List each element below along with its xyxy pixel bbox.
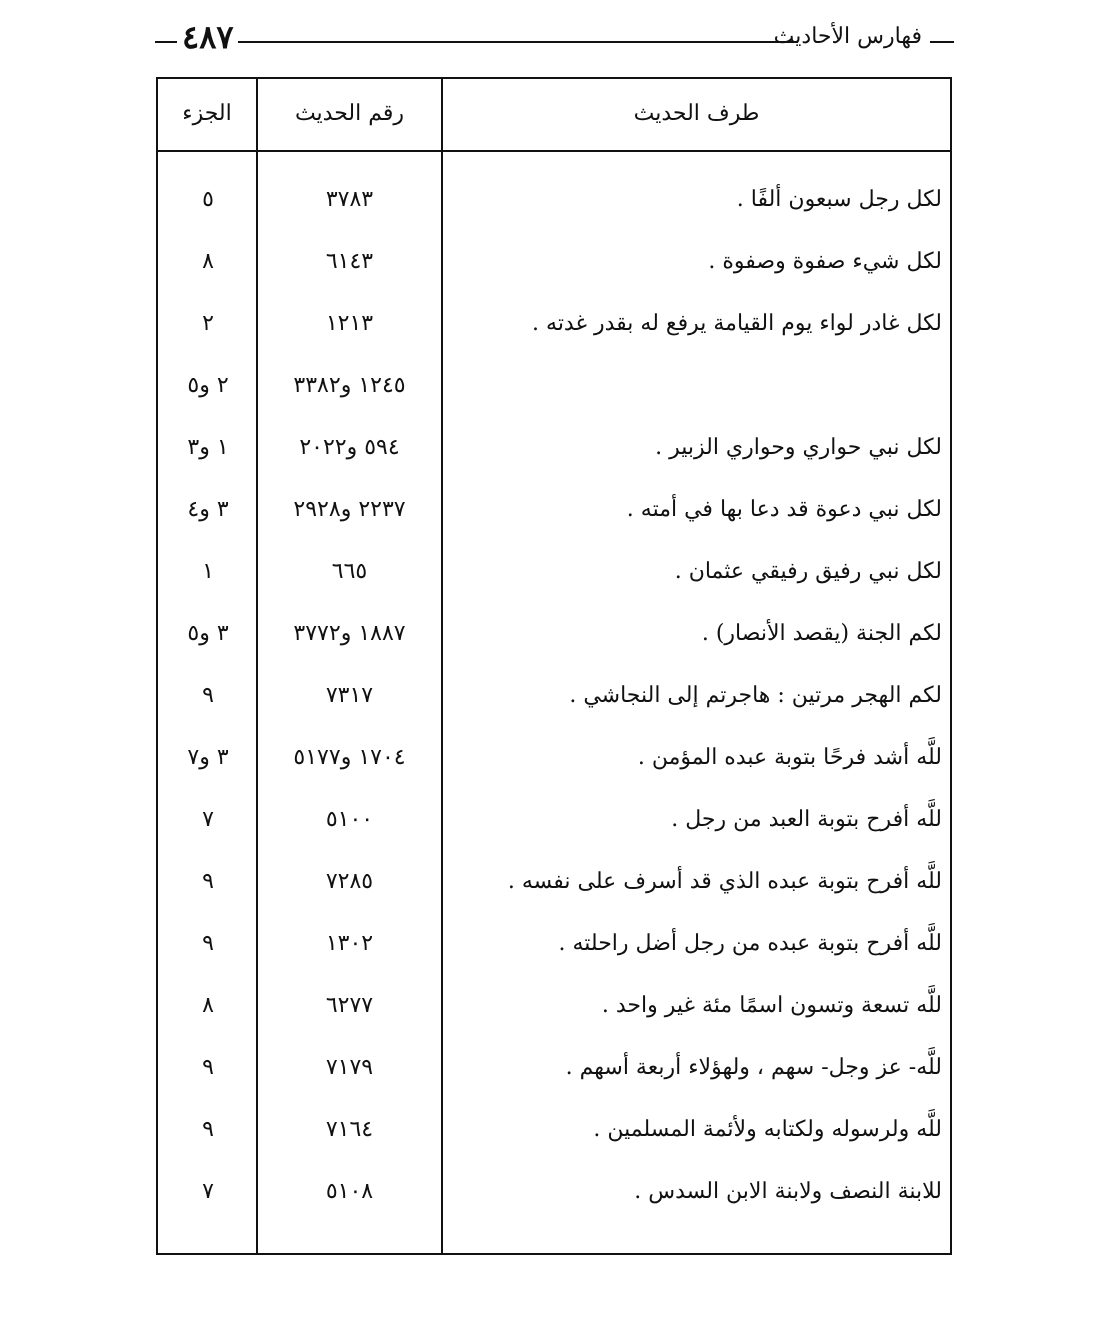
hadith-number: ٦٢٧٧ [325, 993, 374, 1018]
volume-number: ١ و٣ [187, 435, 229, 460]
hadith-index-table [156, 77, 952, 1255]
volume-number: ١ [202, 559, 214, 584]
volume-number: ٣ و٧ [187, 745, 229, 770]
volume-number: ٨ [202, 993, 214, 1018]
hadith-number: ١٢١٣ [325, 311, 374, 336]
hadith-number: ٢٢٣٧ و٢٩٢٨ [293, 497, 406, 522]
hadith-text: لكل نبي حواري وحواري الزبير . [655, 435, 942, 460]
header-rule-middle [238, 41, 798, 43]
volume-number: ٧ [202, 1179, 214, 1204]
page-number: ٤٨٧ [182, 18, 234, 56]
table-row [158, 181, 950, 221]
hadith-number: ٥١٠٨ [325, 1179, 374, 1204]
column-header-hadith: طرف الحديث [633, 101, 760, 126]
hadith-number: ١٣٠٢ [325, 931, 374, 956]
table-row [158, 677, 950, 717]
table-row [158, 305, 950, 345]
table-row [158, 739, 950, 779]
hadith-text: لكل غادر لواء يوم القيامة يرفع له بقدر غدته . [532, 311, 942, 336]
volume-number: ٧ [202, 807, 214, 832]
volume-number: ٩ [202, 1055, 214, 1080]
header-rule-left [155, 41, 177, 43]
hadith-text: لكل نبي رفيق رفيقي عثمان . [674, 559, 942, 584]
volume-number: ٩ [202, 1117, 214, 1142]
volume-number: ٩ [202, 869, 214, 894]
hadith-number: ٣٧٨٣ [325, 187, 374, 212]
hadith-text: لكل رجل سبعون ألفًا . [736, 187, 942, 212]
table-row [158, 1111, 950, 1151]
hadith-text: للَّه- عز وجل- سهم ، ولهؤلاء أربعة أسهم . [565, 1055, 942, 1080]
hadith-number: ٧١٦٤ [325, 1117, 374, 1142]
volume-number: ٣ و٥ [187, 621, 229, 646]
volume-number: ٣ و٤ [187, 497, 229, 522]
hadith-text: للَّه أفرح بتوبة العبد من رجل . [671, 807, 942, 832]
table-row [158, 925, 950, 965]
table-row [158, 801, 950, 841]
hadith-number: ٥١٠٠ [325, 807, 374, 832]
table-row [158, 429, 950, 469]
hadith-text: للَّه تسعة وتسون اسمًا مئة غير واحد . [601, 993, 942, 1018]
table-row [158, 615, 950, 655]
hadith-number: ٧٣١٧ [325, 683, 374, 708]
volume-number: ٢ و٥ [187, 373, 229, 398]
hadith-number: ١٨٨٧ و٣٧٧٢ [293, 621, 406, 646]
volume-number: ٩ [202, 931, 214, 956]
hadith-number: ٦٦٥ [331, 559, 368, 584]
hadith-text: لكل شيء صفوة وصفوة . [708, 249, 942, 274]
hadith-text: للَّه أفرح بتوبة عبده الذي قد أسرف على نفسه . [507, 869, 942, 894]
table-row [158, 987, 950, 1027]
table-row [158, 367, 950, 407]
hadith-number: ١٧٠٤ و٥١٧٧ [293, 745, 406, 770]
running-title: فهارس الأحاديث [773, 24, 922, 49]
column-header-part: الجزء [182, 101, 232, 126]
hadith-text: لكم الهجر مرتين : هاجرتم إلى النجاشي . [569, 683, 942, 708]
hadith-number: ١٢٤٥ و٣٣٨٢ [293, 373, 406, 398]
header-divider [158, 150, 950, 152]
table-row [158, 863, 950, 903]
hadith-text: لكم الجنة (يقصد الأنصار) . [701, 621, 942, 646]
hadith-text: للَّه أفرح بتوبة عبده من رجل أضل راحلته . [558, 931, 942, 956]
hadith-number: ٥٩٤ و٢٠٢٢ [299, 435, 400, 460]
table-row [158, 243, 950, 283]
volume-number: ٩ [202, 683, 214, 708]
volume-number: ٥ [202, 187, 214, 212]
hadith-number: ٧١٧٩ [325, 1055, 374, 1080]
table-row [158, 1049, 950, 1089]
table-row [158, 553, 950, 593]
hadith-number: ٦١٤٣ [325, 249, 374, 274]
volume-number: ٢ [202, 311, 214, 336]
hadith-text: للابنة النصف ولابنة الابن السدس . [634, 1179, 942, 1204]
hadith-text: للَّه ولرسوله ولكتابه ولأئمة المسلمين . [593, 1117, 942, 1142]
column-header-number: رقم الحديث [294, 101, 405, 126]
hadith-number: ٧٢٨٥ [325, 869, 374, 894]
hadith-text: لكل نبي دعوة قد دعا بها في أمته . [626, 497, 942, 522]
table-row [158, 1173, 950, 1213]
volume-number: ٨ [202, 249, 214, 274]
header-rule-right [930, 41, 954, 43]
hadith-text: للَّه أشد فرحًا بتوبة عبده المؤمن . [637, 745, 942, 770]
table-row [158, 491, 950, 531]
